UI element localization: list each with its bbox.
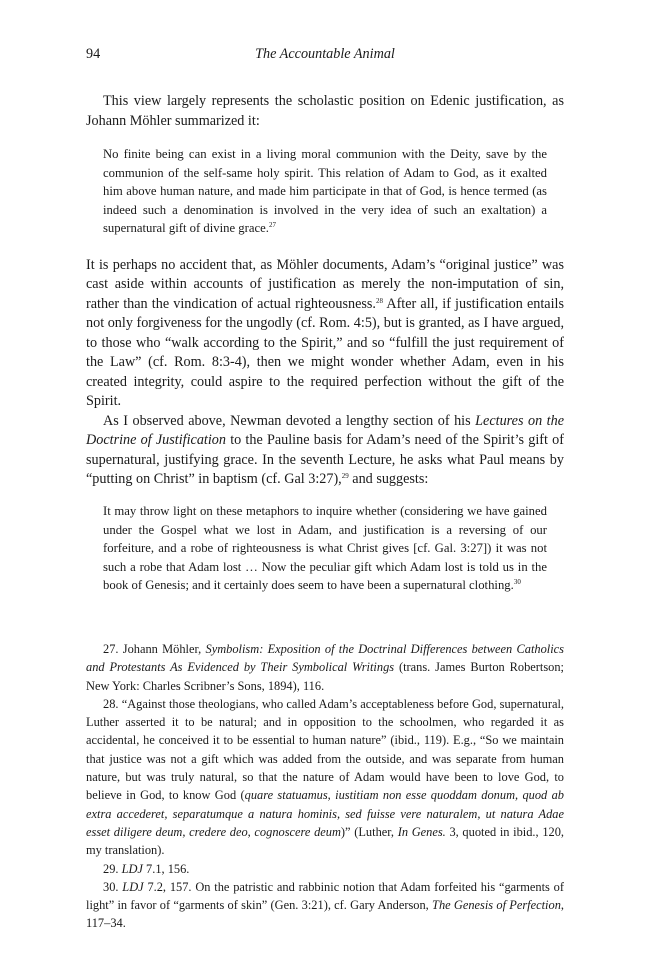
footnote-28-lead: 28. “Against those theologians, who called Adam’s acceptableness before God, supernatural, Luther asserted it to be natural; and in opposition to the schoolmen, who regarded it as accidental, he conceived it to be essential to human nature” (ibid., 119). E.g., “So we maintain that justice was not a gift which was added from the outside, and was separate from human nature, but was truly natural, so that the nature of Adam would have been to love God, to believe in God, to know God (	[86, 696, 564, 803]
footnote-27-title: Symbolism: Exposition of the Doctrinal Differences between Catholics and Protestants As Evidenced by Their Symbolical Writings	[86, 642, 564, 675]
footnote-ref-27: 27	[268, 221, 276, 230]
paragraph-3	[86, 412, 564, 490]
paragraph-2	[86, 256, 564, 412]
footnote-28-tail: 3, quoted in ibid., 120, my translation).	[86, 824, 564, 858]
page-header	[86, 46, 564, 66]
footnote-29-abbr: LDJ	[121, 861, 143, 876]
block-quote-mohler	[103, 145, 547, 238]
main-text	[86, 92, 564, 595]
quote-text: It may throw light on these metaphors to inquire whether (considering we have gained under the Gospel what we lost in Adam, and justification is a reversing of our forfeiture, and a robe of righteousness is what Christ gives [cf. Gal. 3:27]) it was not such a robe that Adam lost … Now the peculiar gift which Adam lost is told us in the book of Genesis; and it certainly does seem to have been a supernatural clothing.	[103, 503, 547, 593]
footnote-30-abbr: LDJ	[122, 879, 144, 894]
footnote-28-mid: )” (Luther,	[340, 824, 398, 839]
running-head: The Accountable Animal	[255, 46, 395, 62]
footnote-28	[86, 695, 564, 860]
footnote-27-lead: 27. Johann Möhler,	[103, 642, 206, 656]
footnote-30-lead: 30.	[103, 879, 123, 894]
page-number: 94	[86, 46, 101, 62]
paragraph-3-part-2: to the Pauline basis for Adam’s need of the Spirit’s gift of supernatural, justifying grace. In the seventh Lecture, he asks what Paul means by “putting on Christ” in baptism (cf. Gal 3:27),	[86, 432, 564, 488]
footnote-30-tail: , 117–34.	[86, 898, 564, 931]
block-quote-newman	[103, 502, 547, 595]
footnote-28-latin: quare statuamus, iustitiam non esse quoddam donum, quod ab extra accederet, separatumque a natura hominis, sed fuisse vere naturalem, ut natura Adae esset diligere deum, credere deo, cognoscere deum	[86, 788, 564, 839]
footnote-ref-28: 28	[375, 296, 383, 305]
paragraph-1: This view largely represents the scholastic position on Edenic justification, as Johann Möhler summarized it:	[86, 93, 564, 129]
paragraph-3-part-3: and suggests:	[348, 471, 429, 488]
paragraph-2-part-2: After all, if justification entails not only forgiveness for the ungodly (cf. Rom. 4:5), but is granted, as I have argued, to those who “walk according to the Spirit,” and so “fulfill the just requirement of the Law” (cf. Rom. 8:3-4), then we might wonder whether Adam, even in his created integrity, could aspire to the required perfection without the gift of the Spirit.	[86, 295, 565, 410]
paragraph-3-part-1: As I observed above, Newman devoted a lengthy section of his	[103, 412, 476, 429]
footnote-29-tail: 7.1, 156.	[142, 861, 190, 876]
footnotes	[86, 640, 564, 933]
footnote-27-tail: (trans. James Burton Robertson; New York: Charles Scribner’s Sons, 1894), 116.	[86, 660, 564, 693]
book-title-lectures: Lectures on the Doctrine of Justification	[86, 412, 565, 449]
footnote-30-title: The Genesis of Perfection	[432, 898, 561, 913]
footnote-ref-30: 30	[513, 578, 521, 587]
footnote-29	[86, 860, 564, 878]
paragraph-2-part-1: It is perhaps no accident that, as Möhler documents, Adam’s “original justice” was cast aside within accounts of justification as merely the non-imputation of sin, rather than the vindication of actual righteousness.	[86, 256, 564, 312]
footnote-28-work: In Genes.	[397, 824, 446, 839]
footnote-29-lead: 29.	[103, 861, 122, 876]
quote-text: No finite being can exist in a living moral communion with the Deity, save by the communion of the self-same holy spirit. This relation of Adam to God, as it exalted him above human nature, and made him participate in that of God, is hence termed (as indeed such a denomination is involved in the very idea of such an exaltation) a supernatural gift of divine grace.	[103, 147, 547, 236]
footnote-ref-29: 29	[341, 472, 349, 481]
footnote-27	[86, 640, 564, 695]
footnote-30	[86, 878, 564, 933]
footnote-30-mid: 7.2, 157. On the patristic and rabbinic notion that Adam forfeited his “garments of light” in favor of “garments of skin” (Gen. 3:21), cf. Gary Anderson,	[86, 879, 564, 913]
